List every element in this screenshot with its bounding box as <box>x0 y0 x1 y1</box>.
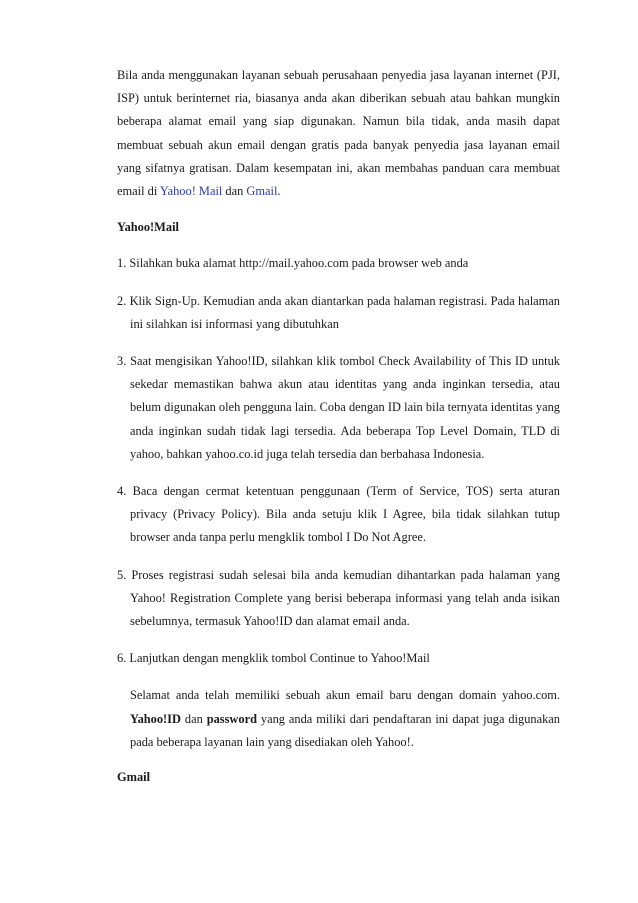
intro-text-after: . <box>277 184 281 199</box>
intro-text-middle: dan <box>222 184 247 199</box>
step-item: 6. Lanjutkan dengan mengklik tombol Continue to Yahoo!Mail <box>117 651 430 666</box>
note-password: password <box>206 711 257 726</box>
step-item: 2. Klik Sign-Up. Kemudian anda akan diantarkan pada halaman registrasi. Pada halaman ini silahkan isi informasi yang dibutuhkan <box>117 293 560 331</box>
step-item: 3. Saat mengisikan Yahoo!ID, silahkan klik tombol Check Availability of This ID untuk sekedar memastikan bahwa akun atau identitas yang anda inginkan tersedia, atau belum digunakan oleh pengguna lain. Coba dengan ID lain bila ternyata identitas yang anda inginkan sudah tidak lagi tersedia. Ada beberapa Top Level Domain, TLD di yahoo, bahkan yahoo.co.id juga telah tersedia dan berbahasa Indonesia. <box>117 354 560 461</box>
gmail-heading: Gmail <box>117 770 151 785</box>
intro-paragraph <box>117 64 560 203</box>
yahoo-mail-link[interactable]: Yahoo! Mail <box>159 184 223 199</box>
note-text-middle: dan <box>180 711 207 726</box>
note-text-before: Selamat anda telah memiliki sebuah akun email baru dengan domain yahoo.com. <box>130 688 560 703</box>
step-item: 5. Proses registrasi sudah selesai bila anda kemudian dihantarkan pada halaman yang Yahoo! Registration Complete yang berisi beberapa informasi yang telah anda isikan sebelumnya, termasuk Yahoo!ID dan alamat email anda. <box>117 567 560 629</box>
step-item: 1. Silahkan buka alamat http://mail.yahoo.com pada browser web anda <box>117 256 469 271</box>
intro-text-before: Bila anda menggunakan layanan sebuah perusahaan penyedia jasa layanan internet (PJI, ISP) untuk berinternet ria, biasanya anda akan diberikan sebuah atau bahkan mungkin beberapa alamat email yang siap digunakan. Namun bila tidak, anda masih dapat membuat sebuah akun email dengan gratis pada banyak penyedia jasa layanan email yang sifatnya gratisan. Dalam kesempatan ini, akan membahas panduan cara membuat email di <box>117 68 560 199</box>
yahoo-mail-heading: Yahoo!Mail <box>117 220 179 235</box>
gmail-link[interactable]: Gmail <box>246 184 278 199</box>
note-text-after: yang anda miliki dari pendaftaran ini dapat juga digunakan pada beberapa layanan lain yang disediakan oleh Yahoo!. <box>130 711 560 749</box>
completion-note <box>117 684 560 754</box>
yahoo-steps-list <box>117 252 560 670</box>
note-yahoo-id: Yahoo!ID <box>130 711 181 726</box>
step-item: 4. Baca dengan cermat ketentuan penggunaan (Term of Service, TOS) serta aturan privacy (Privacy Policy). Bila anda setuju klik I Agree, bila tidak silahkan tutup browser anda tanpa perlu mengklik tombol I Do Not Agree. <box>117 484 560 545</box>
document-body <box>117 64 560 802</box>
